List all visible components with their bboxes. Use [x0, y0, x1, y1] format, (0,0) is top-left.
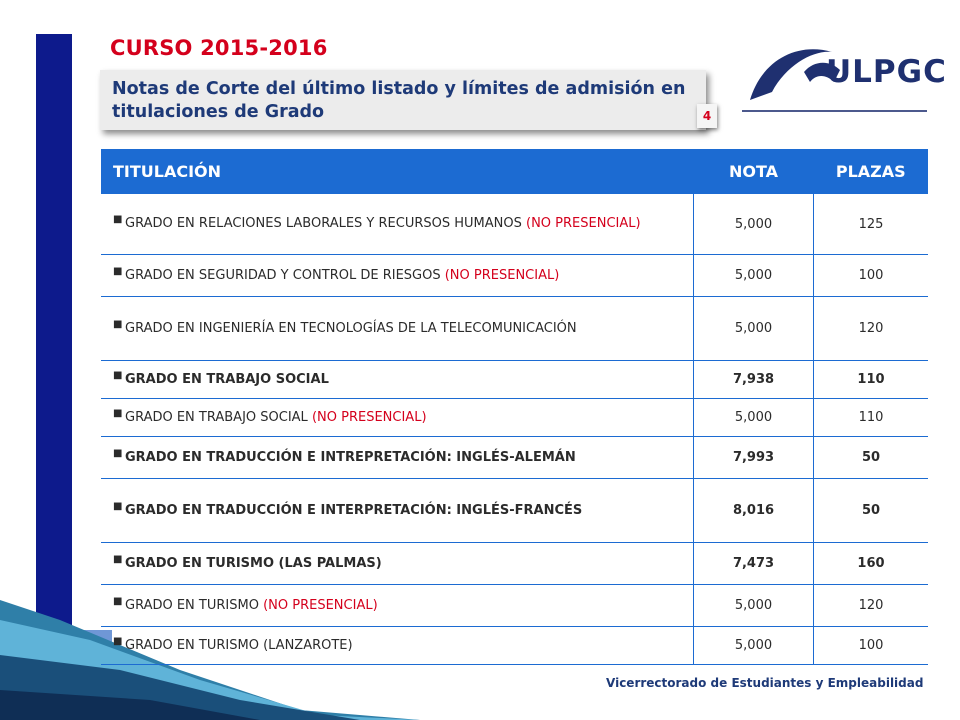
places-count: 100	[814, 255, 929, 297]
degree-title: GRADO EN TURISMO (LAS PALMAS)	[125, 555, 382, 571]
cutoff-score: 5,000	[694, 194, 814, 255]
cutoff-score: 7,473	[694, 543, 814, 585]
degree-title: GRADO EN INGENIERÍA EN TECNOLOGÍAS DE LA TELECOMUNICACIÓN	[125, 320, 577, 336]
table-row	[101, 361, 928, 399]
degree-title: GRADO EN TRADUCCIÓN E INTREPRETACIÓN: INGLÉS-ALEMÁN	[125, 449, 576, 465]
admission-table	[101, 149, 928, 665]
table-header-row	[101, 149, 928, 194]
column-header-plazas: PLAZAS	[814, 149, 929, 194]
table-row	[101, 479, 928, 543]
places-count: 110	[814, 361, 929, 399]
cutoff-score: 5,000	[694, 627, 814, 665]
places-count: 100	[814, 627, 929, 665]
cutoff-score: 5,000	[694, 297, 814, 361]
cutoff-score: 5,000	[694, 399, 814, 437]
cutoff-score: 8,016	[694, 479, 814, 543]
square-bullet-icon: ■	[113, 595, 123, 607]
square-bullet-icon: ■	[113, 214, 123, 225]
square-bullet-icon: ■	[113, 635, 123, 647]
degree-title: GRADO EN RELACIONES LABORALES Y RECURSOS HUMANOS	[125, 216, 522, 231]
places-count: 160	[814, 543, 929, 585]
degree-title: GRADO EN SEGURIDAD Y CONTROL DE RIESGOS	[125, 267, 441, 283]
logo-underline	[742, 110, 927, 112]
table-row	[101, 297, 928, 361]
degree-title: GRADO EN TURISMO (LANZAROTE)	[125, 637, 353, 653]
degree-title: GRADO EN TRABAJO SOCIAL	[125, 409, 308, 425]
page-number-badge: 4	[697, 104, 717, 128]
square-bullet-icon: ■	[113, 369, 123, 381]
cutoff-score: 7,993	[694, 437, 814, 479]
modality-tag: (NO PRESENCIAL)	[526, 216, 641, 231]
places-count: 120	[814, 297, 929, 361]
degree-title: GRADO EN TURISMO	[125, 597, 259, 613]
course-title: CURSO 2015-2016	[110, 36, 328, 60]
square-bullet-icon: ■	[113, 553, 123, 565]
logo-text: ULPGC	[826, 54, 947, 90]
square-bullet-icon: ■	[113, 407, 123, 419]
places-count: 125	[814, 194, 929, 255]
subtitle-box	[100, 70, 706, 130]
degree-title: GRADO EN TRABAJO SOCIAL	[125, 371, 329, 387]
table-row	[101, 437, 928, 479]
column-header-nota: NOTA	[694, 149, 814, 194]
square-bullet-icon: ■	[113, 265, 123, 277]
cutoff-score: 5,000	[694, 255, 814, 297]
page-subtitle: Notas de Corte del último listado y límites de admisión en titulaciones de Grado	[112, 79, 686, 122]
degree-title: GRADO EN TRADUCCIÓN E INTERPRETACIÓN: INGLÉS-FRANCÉS	[125, 502, 583, 518]
places-count: 110	[814, 399, 929, 437]
places-count: 50	[814, 437, 929, 479]
cutoff-score: 5,000	[694, 585, 814, 627]
modality-tag: (NO PRESENCIAL)	[444, 267, 560, 283]
square-bullet-icon: ■	[113, 500, 123, 512]
square-bullet-icon: ■	[113, 318, 123, 330]
table-row	[101, 399, 928, 437]
square-bullet-icon: ■	[113, 447, 123, 459]
table-row	[101, 255, 928, 297]
table-row	[101, 585, 928, 627]
places-count: 50	[814, 479, 929, 543]
places-count: 120	[814, 585, 929, 627]
table-row	[101, 543, 928, 585]
column-header-titulacion: TITULACIÓN	[101, 149, 694, 194]
modality-tag: (NO PRESENCIAL)	[311, 409, 427, 425]
table-row	[101, 194, 928, 255]
cutoff-score: 7,938	[694, 361, 814, 399]
table-row	[101, 627, 928, 665]
modality-tag: (NO PRESENCIAL)	[263, 597, 378, 613]
footer-text: Vicerrectorado de Estudiantes y Empleabilidad	[606, 676, 924, 690]
